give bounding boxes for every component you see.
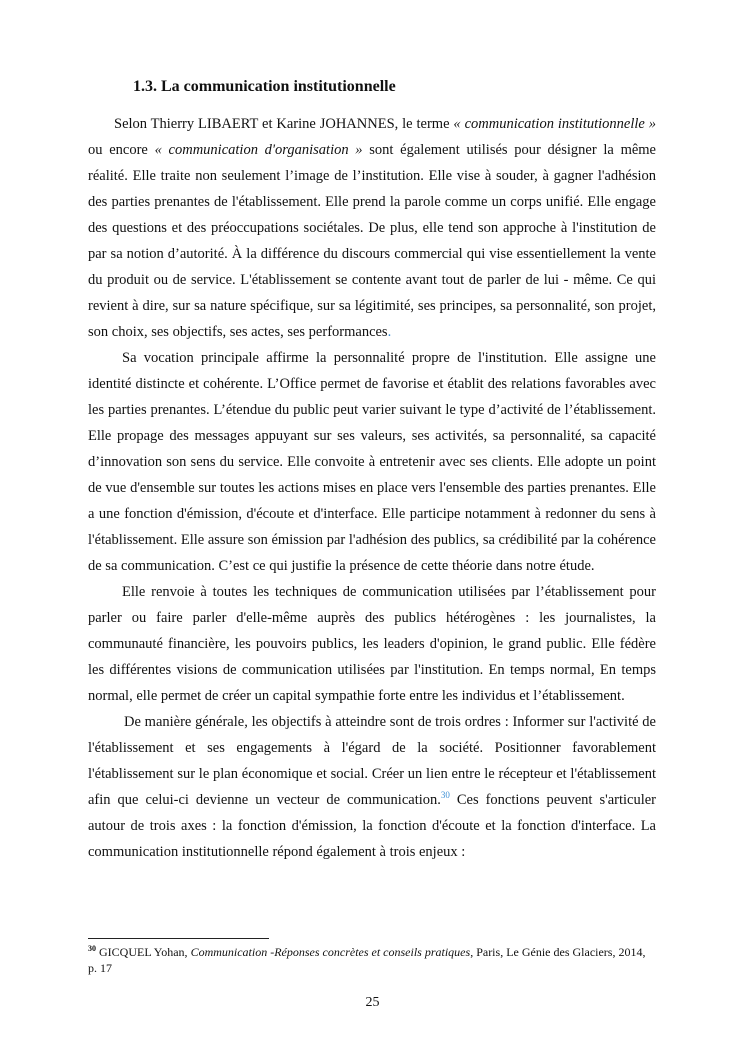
footnote-reference-link[interactable]: 30 [440, 790, 450, 801]
paragraph-3: Elle renvoie à toutes les techniques de communication utilisées par l’établissement pour parler ou faire parler d'elle-même auprès des publics hétérogènes : les journalistes, la communauté financière, les pouvoirs publics, les leaders d'opinion, le grand public. Elle fédère les différentes visions de communication utilisées par l'institution. En temps normal, En temps normal, elle permet de créer un capital sympathie forte entre les individus et l’établissement. [88, 584, 656, 704]
section-heading: 1.3. La communication institutionnelle [133, 78, 396, 95]
footnote-number: 30 [88, 944, 96, 953]
paragraph-4 [88, 709, 656, 865]
body-text [88, 111, 656, 865]
paragraph-4-text-a: De manière générale, les objectifs à atteindre sont de trois ordres : Informer sur l'activité de l'établissement et ses engagements à l'égard de la société. Positionner favorablement l'établissement sur le plan économique et social. Créer un lien entre le récepteur et l'établissement afin que celui-ci devienne un vecteur de communication. [88, 714, 656, 808]
paragraph-2: Sa vocation principale affirme la personnalité propre de l'institution. Elle assigne une identité distincte et cohérente. L’Office permet de favorise et établit des relations favorables avec les parties prenantes. L’étendue du public peut varier suivant le type d’activité de l’établissement. Elle propage des messages appuyant sur ses valeurs, ses activités, sa personnalité, sa capacité d’innovation son sens du service. Elle convoite à entretenir avec ses clients. Elle adopte un point de vue d'ensemble sur toutes les actions mises en place vers l'ensemble des parties prenantes. Elle a une fonction d'émission, d'écoute et d'interface. Elle participe notamment à redonner du sens à l'établissement. Elle assure son émission par l'adhésion des publics, sa crédibilité par la cohérence de sa communication. C’est ce qui justifie la présence de cette théorie dans notre étude. [88, 350, 656, 574]
paragraph-1-text-c: sont également utilisés pour désigner la même réalité. Elle traite non seulement l’image de l’institution. Elle vise à souder, à gagner l'adhésion des parties prenantes de l'établissement. Elle prend la parole comme un corps unifié. Elle engage des questions et des préoccupations sociétales. De plus, elle tend son approche à l'institution de par sa notion d’autorité. À la différence du discours commercial qui vise essentiellement la vente du produit ou de service. L'établissement se contente avant tout de parler de lui - même. Ce qui revient à dire, sur sa nature spécifique, sur sa légitimité, ses principes, sa personnalité, son projet, son choix, ses objectifs, ses actes, ses performances [88, 142, 656, 340]
footnote-separator [88, 938, 269, 939]
footnote [88, 944, 656, 976]
paragraph-1-text-b: ou encore [88, 142, 155, 158]
paragraph-1 [88, 111, 656, 345]
footnote-title: Communication -Réponses concrètes et conseils pratiques [187, 945, 471, 959]
footnote-publication: , Paris, Le Génie des Glaciers, 2014, p. 17 [88, 945, 646, 975]
paragraph-1-text-a: Selon Thierry LIBAERT et Karine JOHANNES, le terme [114, 116, 454, 132]
paragraph-1-italic-b: « communication d'organisation » [154, 142, 363, 158]
paragraph-1-end-dot: . [387, 324, 392, 340]
paragraph-1-italic-a: « communication institutionnelle » [453, 116, 656, 132]
page-number: 25 [365, 995, 380, 1010]
footnote-author: GICQUEL Yohan, [96, 945, 188, 959]
paragraph-4-text-b: Ces fonctions peuvent s'articuler autour de trois axes : la fonction d'émission, la fonction d'écoute et la fonction d'interface. La communication institutionnelle répond également à trois enjeux : [88, 792, 656, 860]
